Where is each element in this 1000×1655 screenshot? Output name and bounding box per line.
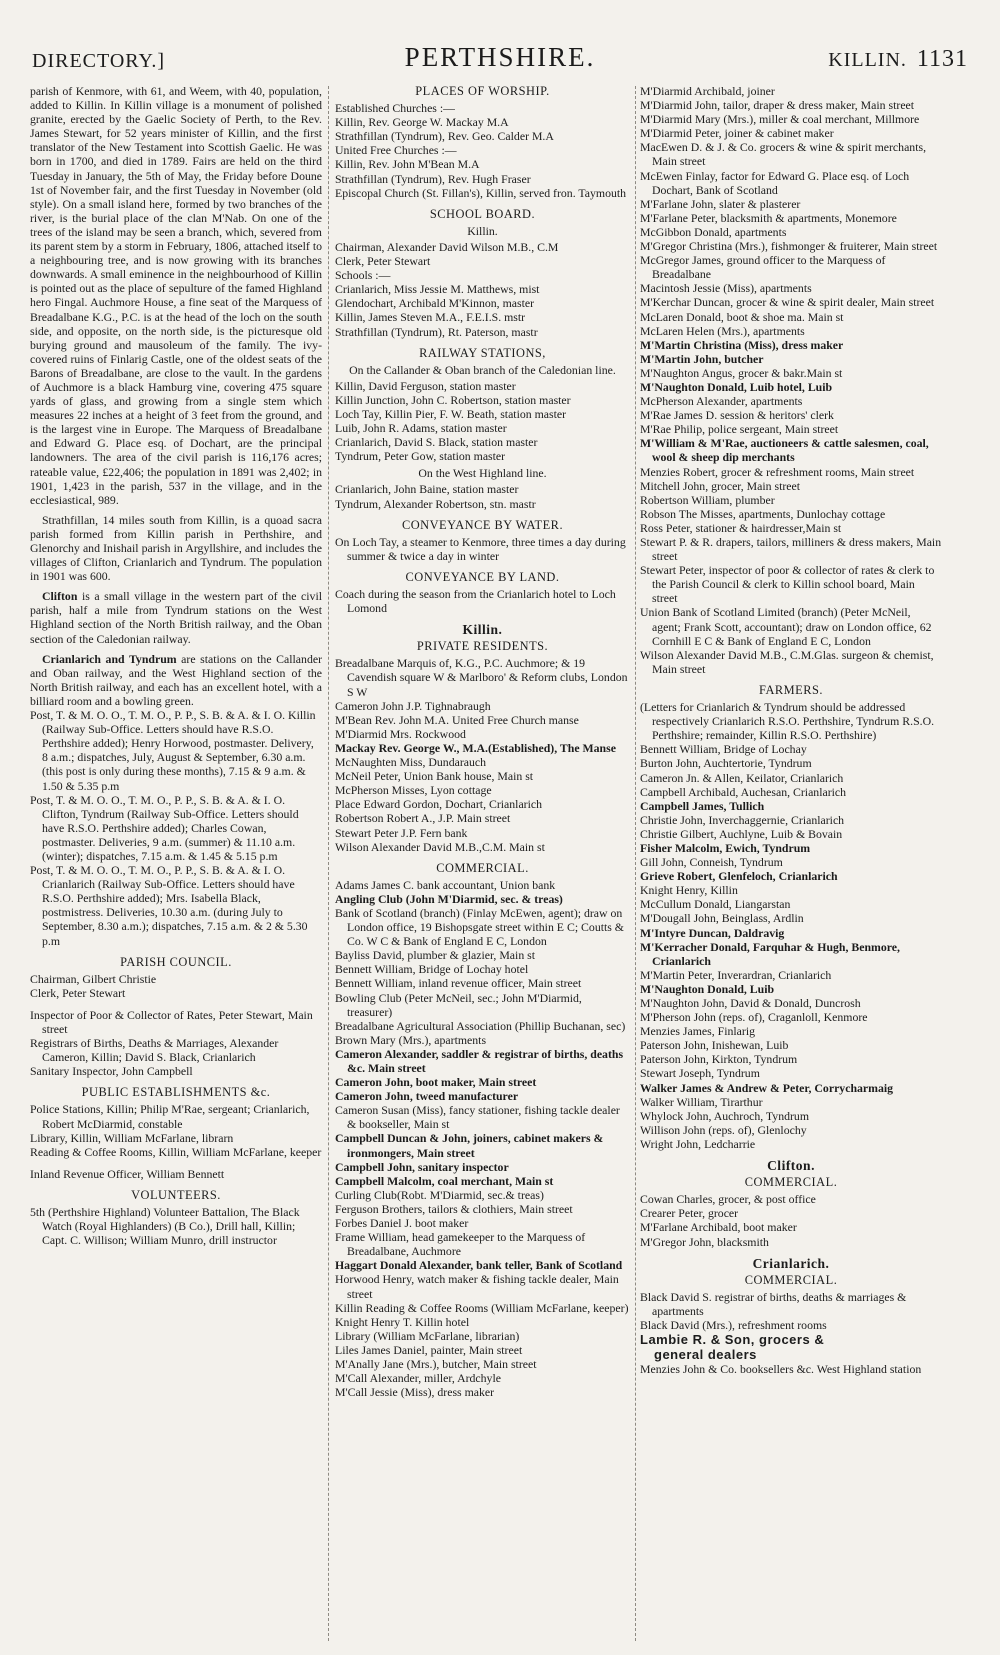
entry: Black David (Mrs.), refreshment rooms (640, 1317, 827, 1332)
entry: Crianlarich, John Baine, station master (335, 482, 519, 497)
advertised-entry: Lambie R. & Son, grocers & (640, 1332, 825, 1348)
entry: Police Stations, Killin; Philip M'Rae, sergeant; Crianlarich, Robert McDiarmid, constable (30, 1102, 310, 1131)
town-heading: Crianlarich. (752, 1255, 830, 1271)
entry: Killin, David Ferguson, station master (335, 378, 516, 393)
entry: 5th (Perthshire Highland) Volunteer Battalion, The Black Watch (Royal Highlanders) (B Co.), Drill hall, Killin; Capt. C. Willison; William Munro, drill instructor (30, 1205, 300, 1248)
entry: McLaren Helen (Mrs.), apartments (640, 323, 805, 338)
post-office-entry: Post, T. & M. O. O., T. M. O., P. P., S. B. & A. & I. O. Killin (Railway Sub-Office. Letters should have R.S.O. Perthshire added); Henry Horwood, postmaster. Delivery, 8 a.m.; dispatches, July, August & September, 6.30 a.m. (this post is only during these months), 7.15 & 9 a.m. & 1.50 & 5.35 p.m (30, 708, 316, 793)
entry: Curling Club(Robt. M'Diarmid, sec.& treas) (335, 1187, 544, 1202)
column-divider (328, 86, 329, 1641)
column-3 (640, 84, 942, 1644)
entry: M'Rae Philip, police sergeant, Main street (640, 422, 839, 437)
entry: Tyndrum, Peter Gow, station master (335, 449, 506, 464)
entry: Chairman, Alexander David Wilson M.B., C.M (335, 239, 559, 254)
entry: Cameron Jn. & Allen, Keilator, Crianlarich (640, 770, 844, 785)
entry: M'William & M'Rae, auctioneers & cattle salesmen, coal, wool & sheep dip merchants (640, 436, 929, 465)
entry: Brown Mary (Mrs.), apartments (335, 1032, 487, 1047)
entry: Menzies John & Co. booksellers &c. West Highland station (640, 1362, 922, 1377)
entry: Coach during the season from the Crianlarich hotel to Loch Lomond (335, 587, 616, 616)
entry: Crianlarich, David S. Black, station master (335, 435, 538, 450)
entry: M'Dougall John, Beinglass, Ardlin (640, 911, 804, 926)
entry: Luib, John R. Adams, station master (335, 421, 507, 436)
paragraph-lead: Crianlarich and Tyndrum (42, 651, 177, 666)
entry: M'Martin Peter, Inverardran, Crianlarich (640, 967, 832, 982)
entry: M'Diarmid Mary (Mrs.), miller & coal merchant, Millmore (640, 112, 920, 127)
entry: Place Edward Gordon, Dochart, Crianlarich (335, 797, 543, 812)
header-right (828, 46, 968, 73)
paragraph (30, 652, 322, 708)
section-heading: RAILWAY STATIONS, (419, 345, 546, 360)
entry: Christie Gilbert, Auchlyne, Luib & Bovain (640, 826, 843, 841)
entry: Liles James Daniel, painter, Main street (335, 1342, 523, 1357)
entry: M'Naughton John, David & Donald, Duncrosh (640, 996, 861, 1010)
entry: Chairman, Gilbert Christie (30, 971, 157, 986)
farmers-note: (Letters for Crianlarich & Tyndrum should be addressed respectively Crianlarich R.S.O. Perthshire, Tyndrum R.S.O. Perthshire; remainder, Killin R.S.O. Perthshire) (640, 700, 935, 743)
entry: Cameron John, tweed manufacturer (335, 1089, 519, 1104)
entry: M'Gregor Christina (Mrs.), fishmonger & fruiterer, Main street (640, 239, 938, 254)
section-subheading: On the West Highland line. (418, 466, 547, 481)
entry: Bank of Scotland (branch) (Finlay McEwen, agent); draw on London office, 19 Bishopsgate street within E C; Coutts & Co. W C & Bank of England E C, London (335, 905, 624, 949)
entry: Bowling Club (Peter McNeil, sec.; John M'Diarmid, treasurer) (335, 990, 582, 1019)
entry: Cowan Charles, grocer, & post office (640, 1192, 816, 1207)
section-heading: PARISH COUNCIL. (120, 954, 232, 969)
entry: M'Anally Jane (Mrs.), butcher, Main street (335, 1356, 537, 1371)
entry: Haggart Donald Alexander, bank teller, Bank of Scotland (335, 1258, 623, 1273)
entry: Whylock John, Auchroch, Tyndrum (640, 1108, 810, 1123)
entry: Walker James & Andrew & Peter, Corrycharmaig (640, 1080, 894, 1095)
entry: Stewart P. & R. drapers, tailors, milliners & dress makers, Main street (640, 535, 942, 564)
entry: Stewart Peter J.P. Fern bank (335, 825, 468, 840)
entry: Stewart Peter, inspector of poor & collector of rates & clerk to the Parish Council & clerk to Killin school board, Main street (640, 563, 935, 606)
entry: Campbell Duncan & John, joiners, cabinet makers & ironmongers, Main street (335, 1131, 604, 1160)
entry: Killin, Rev. George W. Mackay M.A (335, 115, 509, 130)
entry: Wilson Alexander David M.B., C.M.Glas. surgeon & chemist, Main street (640, 647, 934, 676)
entry: M'Rae James D. session & heritors' clerk (640, 408, 834, 423)
entry: Episcopal Church (St. Fillan's), Killin, served fron. Taymouth (335, 185, 627, 200)
paragraph: Strathfillan, 14 miles south from Killin, is a quoad sacra parish formed from Killin parish in Perthshire, and Glenorchy and Inishail parish in Argyllshire, and includes the villages of Clifton, Crianlarich and Tyndrum. The population in 1901 was 600. (30, 512, 322, 584)
entry: Strathfillan (Tyndrum), Rt. Paterson, mastr (335, 324, 538, 339)
entry: Campbell James, Tullich (640, 798, 765, 813)
section-heading: COMMERCIAL. (744, 1272, 838, 1287)
entry: M'Call Jessie (Miss), dress maker (335, 1385, 495, 1400)
entry: MacEwen D. & J. & Co. grocers & wine & spirit merchants, Main street (640, 140, 927, 169)
paragraph-text: is a small village in the western part of the civil parish, half a mile from Tyndrum stations on the West Highland section of the North British railway, and the Oban section of the Caledonian railway. (30, 589, 322, 646)
town-heading: Clifton. (767, 1158, 815, 1174)
entry: Clerk, Peter Stewart (335, 254, 431, 269)
entry: Burton John, Auchtertorie, Tyndrum (640, 756, 812, 771)
section-heading: PLACES OF WORSHIP. (415, 84, 550, 98)
entry: McPherson Misses, Lyon cottage (335, 783, 492, 798)
entry: McPherson Alexander, apartments (640, 394, 803, 409)
entry: Mackay Rev. George W., M.A.(Established), The Manse (335, 740, 616, 755)
entry: Macintosh Jessie (Miss), apartments (640, 281, 812, 296)
entry: Frame William, head gamekeeper to the Marquess of Breadalbane, Auchmore (335, 1230, 586, 1259)
entry: Cameron Alexander, saddler & registrar of births, deaths &c. Main street (335, 1046, 624, 1075)
entry: M'Diarmid John, tailor, draper & dress maker, Main street (640, 98, 915, 113)
post-office-entry: Post, T. & M. O. O., T. M. O., P. P., S. B. & A. & I. O. Clifton, Tyndrum (Railway Sub-Office. Letters should have R.S.O. Perthshire added); Charles Cowan, postmaster. Deliveries, 9 a.m. (summer) & 11.10 a.m. (winter); dispatches, 7.15 a.m. & 1.45 & 5.15 p.m (30, 792, 299, 863)
entry: Forbes Daniel J. boot maker (335, 1216, 469, 1231)
entry: M'Naughton Donald, Luib (640, 981, 775, 996)
paragraph: parish of Kenmore, with 61, and Weem, with 40, population, added to Killin. In Killin village is a monument of polished granite, erected by the Gaelic Society of Perth, to the Rev. James Stewart, for 52 years minister of Killin, and the first translator of the New Testament into Scottish Gaelic. He was born in 1700, and died in 1789. Fairs are held on the third Tuesday in January, the 5th of May, the Friday before Doune 1st of November fair, and the first Tuesday in November (old style). On a small island here, formed by two branches of the river, is the burial place of the clan M'Nab. On one of the trees of the island may be seen a branch, which, severed from its parent stem by a storm in February, 1806, attached itself to a neighbouring tree, and is now growing with its branches downwards. A small eminence in the neighbourhood of Killin is pointed out as the place of sepulture of the famed Highland hero Fingal. Auchmore House, a fine seat of the Marquess of Breadalbane K.G., P.C. is at the head of the loch on the south side, and opposite, on the north side, is the picturesque old burying ground and mausoleum of the family. The ivy-covered ruins of Finlarig Castle, one of the oldest seats of the Barons of Breadalbane, are close to the vault. In the gardens of Auchmore is a black Hamburg vine, covering 475 square yards of glass, and growing from a single stem which measures 22 inches at a height of 3 feet from the ground, and is the largest vine in Europe. The Marquess of Breadalbane and Edward G. Place esq. of Dochart, are the principal landowners. The area of the civil parish is 116,176 acres; rateable value, £22,406; the population in 1891 was 2,402; in 1901, 1,423 in the parish, 537 in the village, and in the ecclesiastical, 989. (30, 84, 322, 507)
town-heading: Killin. (462, 622, 503, 638)
entry: Library, Killin, William McFarlane, librarn (30, 1130, 234, 1145)
entry: Bayliss David, plumber & glazier, Main st (335, 948, 536, 963)
entry: M'Martin John, butcher (640, 351, 764, 366)
entry: McEwen Finlay, factor for Edward G. Place esq. of Loch Dochart, Bank of Scotland (640, 168, 910, 197)
entry: Sanitary Inspector, John Campbell (30, 1064, 193, 1079)
entry: Strathfillan (Tyndrum), Rev. Geo. Calder M.A (335, 129, 554, 144)
entry: M'Kerracher Donald, Farquhar & Hugh, Benmore, Crianlarich (640, 939, 900, 968)
entry: Campbell John, sanitary inspector (335, 1159, 509, 1174)
entry: Union Bank of Scotland Limited (branch) (Peter McNeil, agent; Frank Scott, accountant); draw on London office, 62 Cornhill E C & Bank of England E C, London (640, 605, 932, 648)
entry: McNaughten Miss, Dundarauch (335, 755, 487, 770)
entry: Christie John, Inverchaggernie, Crianlarich (640, 812, 845, 827)
entry: Cameron Susan (Miss), fancy stationer, fishing tackle dealer & bookseller, Main st (335, 1103, 620, 1132)
entry: Reading & Coffee Rooms, Killin, William McFarlane, keeper (30, 1144, 322, 1159)
section-heading: FARMERS. (758, 682, 824, 697)
entry: M'Diarmid Mrs. Rockwood (335, 726, 466, 741)
entry: Wilson Alexander David M.B.,C.M. Main st (335, 839, 545, 854)
entry: Loch Tay, Killin Pier, F. W. Beath, station master (335, 406, 567, 421)
entry: Willison John (reps. of), Glenlochy (640, 1122, 807, 1137)
section-heading: COMMERCIAL. (436, 860, 529, 875)
entry: Gill John, Conneish, Tyndrum (640, 855, 783, 870)
entry: M'Farlane Archibald, boot maker (640, 1220, 797, 1235)
header-left: DIRECTORY.] (32, 50, 166, 72)
entry: Walker William, Tirarthur (640, 1094, 763, 1109)
entry: Strathfillan (Tyndrum), Rev. Hugh Fraser (335, 171, 531, 186)
entry: M'Naughton Donald, Luib hotel, Luib (640, 379, 833, 394)
paragraph-lead: Clifton (42, 589, 78, 604)
paragraph-text: are stations on the Callander and Oban railway, and the West Highland section of the North British railway, and each has an excellent hotel, with a billiard room and a bowling green. (30, 651, 322, 708)
entry: Campbell Malcolm, coal merchant, Main st (335, 1173, 554, 1188)
post-office-entry: Post, T. & M. O. O., T. M. O., P. P., S. B. & A. & I. O. Crianlarich (Railway Sub-Office. Letters should have R.S.O. Perthshire added); Mrs. Isabella Black, postmistress. Deliveries, 10.30 a.m. (during July to September, 8.30 a.m.); dispatches, 7.15 a.m. & 2 & 5.30 p.m (30, 863, 308, 948)
entry: M'Naughton Angus, grocer & bakr.Main st (640, 365, 843, 380)
entry: Knight Henry, Killin (640, 883, 738, 898)
entry: Registrars of Births, Deaths & Marriages, Alexander Cameron, Killin; David S. Black, Crianlarich (30, 1036, 279, 1065)
section-heading: PUBLIC ESTABLISHMENTS &c. (81, 1085, 271, 1100)
header-town: KILLIN. (828, 49, 907, 71)
entry: Menzies Robert, grocer & refreshment rooms, Main street (640, 464, 915, 479)
section-heading: COMMERCIAL. (744, 1175, 838, 1190)
entry: Campbell Archibald, Auchesan, Crianlarich (640, 784, 847, 799)
entry: Adams James C. bank accountant, Union bank (335, 877, 556, 892)
entry: M'Diarmid Peter, joiner & cabinet maker (640, 126, 834, 141)
page-title: PERTHSHIRE. (404, 42, 596, 72)
entry: M'Bean Rev. John M.A. United Free Church manse (335, 712, 579, 727)
entry: M'Kerchar Duncan, grocer & wine & spirit dealer, Main street (640, 295, 935, 310)
entry: Ross Peter, stationer & hairdresser,Main st (640, 520, 842, 535)
entry: Black David S. registrar of births, deaths & marriages & apartments (640, 1289, 907, 1318)
entry: McGibbon Donald, apartments (640, 224, 787, 239)
section-heading: CONVEYANCE BY LAND. (405, 569, 560, 584)
section-heading: SCHOOL BOARD. (429, 206, 536, 221)
page-number: 1131 (916, 46, 968, 72)
entry: Stewart Joseph, Tyndrum (640, 1066, 760, 1081)
entry: McNeil Peter, Union Bank house, Main st (335, 769, 534, 784)
entry: Cameron John J.P. Tighnabraugh (335, 698, 491, 713)
entry: Clerk, Peter Stewart (30, 985, 126, 1000)
entry: Horwood Henry, watch maker & fishing tackle dealer, Main street (335, 1272, 619, 1301)
entry: Killin, James Steven M.A., F.E.I.S. mstr (335, 310, 526, 325)
entry: Bennett William, Bridge of Lochay hotel (335, 962, 529, 977)
entry: McLaren Donald, boot & shoe ma. Main st (640, 309, 844, 324)
entry: Knight Henry T. Killin hotel (335, 1314, 470, 1329)
entry: Wright John, Ledcharrie (640, 1136, 756, 1151)
entry: M'Intyre Duncan, Daldravig (640, 925, 785, 940)
paragraph (30, 589, 322, 645)
entry: Mitchell John, grocer, Main street (640, 478, 801, 493)
entry: On Loch Tay, a steamer to Kenmore, three times a day during summer & twice a day in winter (335, 534, 626, 563)
entry: Bennett William, Bridge of Lochay (640, 742, 807, 757)
entry: Ferguson Brothers, tailors & clothiers, Main street (335, 1201, 573, 1216)
entry: Tyndrum, Alexander Robertson, stn. mastr (335, 496, 536, 511)
entry: Killin, Rev. John M'Bean M.A (335, 157, 480, 172)
entry: M'Martin Christina (Miss), dress maker (640, 337, 844, 352)
section-heading: PRIVATE RESIDENTS. (416, 639, 549, 654)
entry: Robertson Robert A., J.P. Main street (335, 811, 511, 826)
entry: M'Farlane Peter, blacksmith & apartments, Monemore (640, 210, 897, 225)
column-1 (30, 84, 322, 1644)
entry: Library (William McFarlane, librarian) (335, 1328, 520, 1343)
entry: McGregor James, ground officer to the Marquess of Breadalbane (640, 253, 886, 282)
entry: Angling Club (John M'Diarmid, sec. & treas) (335, 891, 563, 906)
entry: Robertson William, plumber (640, 492, 775, 507)
section-heading: CONVEYANCE BY WATER. (401, 517, 564, 532)
column-divider (635, 86, 636, 1641)
entry: Paterson John, Kirkton, Tyndrum (640, 1052, 798, 1067)
entry: M'Pherson John (reps. of), Craganloll, Kenmore (640, 1010, 868, 1025)
section-subheading: On the Callander & Oban branch of the Caledonian line. (349, 362, 616, 377)
entry: Breadalbane Marquis of, K.G., P.C. Auchmore; & 19 Cavendish square W & Marlboro' & Reform clubs, London S W (335, 656, 628, 699)
entry: M'Diarmid Archibald, joiner (640, 84, 775, 98)
entry: Menzies James, Finlarig (640, 1024, 755, 1039)
entry: United Free Churches :— (335, 143, 457, 158)
page-header (30, 40, 970, 80)
entry: Breadalbane Agricultural Association (Phillip Buchanan, sec) (335, 1018, 626, 1033)
advertised-entry: general dealers (654, 1347, 757, 1363)
entry: M'Gregor John, blacksmith (640, 1234, 769, 1249)
entry: Killin Junction, John C. Robertson, station master (335, 392, 571, 407)
entry: Schools :— (335, 268, 391, 283)
entry: Bennett William, inland revenue officer, Main street (335, 976, 582, 991)
entry: Fisher Malcolm, Ewich, Tyndrum (640, 840, 811, 855)
entry: Killin Reading & Coffee Rooms (William McFarlane, keeper) (335, 1300, 629, 1315)
entry: Robson The Misses, apartments, Dunlochay cottage (640, 506, 886, 521)
entry: Established Churches :— (335, 101, 455, 116)
entry: Inland Revenue Officer, William Bennett (30, 1166, 225, 1181)
section-heading: VOLUNTEERS. (131, 1187, 221, 1202)
entry: Paterson John, Inishewan, Luib (640, 1038, 789, 1053)
section-subheading: Killin. (467, 223, 498, 238)
entry: Glendochart, Archibald M'Kinnon, master (335, 296, 535, 311)
entry: Crearer Peter, grocer (640, 1206, 739, 1221)
entry: McCullum Donald, Liangarstan (640, 897, 791, 912)
column-2 (335, 84, 630, 1644)
entry: Cameron John, boot maker, Main street (335, 1075, 537, 1090)
entry: Inspector of Poor & Collector of Rates, Peter Stewart, Main street (30, 1007, 313, 1036)
entry: Crianlarich, Miss Jessie M. Matthews, mist (335, 282, 540, 297)
entry: M'Call Alexander, miller, Ardchyle (335, 1371, 501, 1386)
entry: M'Farlane John, slater & plasterer (640, 196, 801, 211)
entry: Grieve Robert, Glenfeloch, Crianlarich (640, 869, 838, 884)
